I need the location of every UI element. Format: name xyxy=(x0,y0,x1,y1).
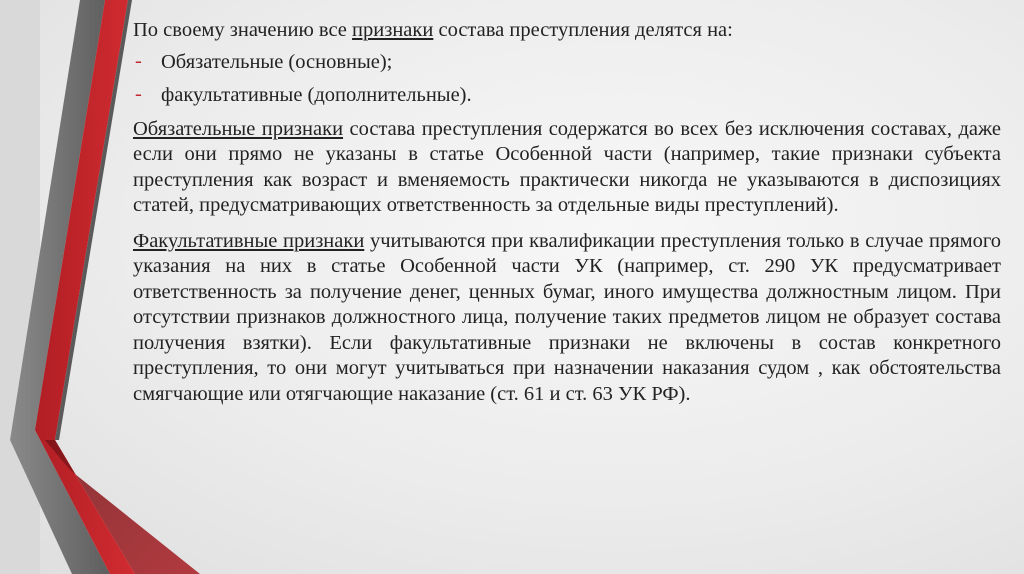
list-item xyxy=(133,83,1001,109)
paragraph-optional-term: Факультативные признаки xyxy=(133,229,365,252)
paragraph-optional xyxy=(133,229,1001,408)
list-item-text: факультативные (дополнительные). xyxy=(161,84,472,106)
paragraph-mandatory-term: Обязательные признаки xyxy=(133,117,344,140)
list-item xyxy=(133,50,1001,76)
slide-content xyxy=(133,18,1001,407)
list-item-text: Обязательные (основные); xyxy=(161,50,393,73)
paragraph-mandatory xyxy=(133,117,1001,219)
intro-before: По своему значению все xyxy=(133,19,353,41)
paragraph-optional-text: учитываются при квалификации преступления только в случае прямого указания на них в статье Особенной части УК (например, ст. 290 УК предусматривает ответственность за получение денег, ценных бумаг, иного имущества должностным лицом. При отсутствии признаков должностного лица, получение таких предметов лицом не образует состава получения взятки). Если факультативные признаки не включены в состав конкретного преступления, то они могут учитываться при назначении наказания судом , как обстоятельства смягчающие или отягчающие наказание (ст. 61 и ст. 63 УК РФ). xyxy=(133,229,1001,405)
paragraph-mandatory-text: состава преступления содержатся во всех без исключения составах, даже если они прямо не указаны в статье Особенной части (например, такие признаки субъекта преступления как возраст и вменяемость практически никогда не указываются в диспозициях статей, предусматривающих ответственность за отдельные виды преступлений). xyxy=(133,117,1001,216)
dash-marker: - xyxy=(135,83,142,105)
intro-line xyxy=(133,18,1001,44)
intro-after: состава преступления делятся на: xyxy=(433,19,733,41)
classification-list xyxy=(133,50,1001,109)
intro-underlined: признаки xyxy=(352,19,434,41)
dash-marker: - xyxy=(135,49,142,72)
